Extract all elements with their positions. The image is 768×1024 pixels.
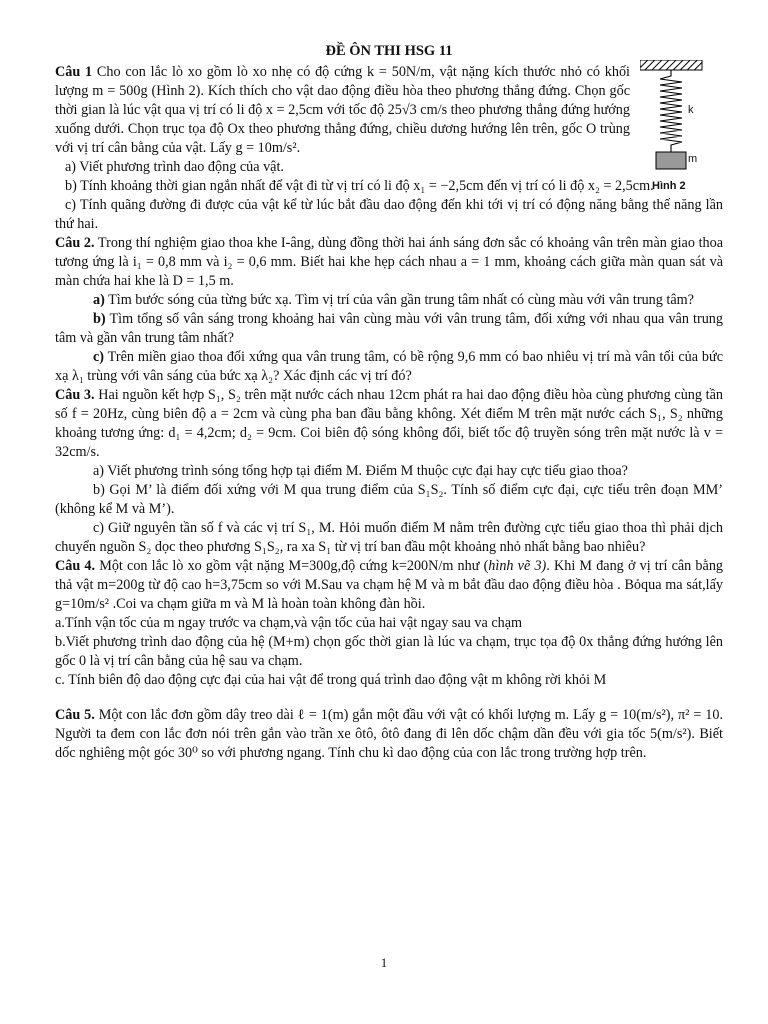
q2-intro-text: Trong thí nghiệm giao thoa khe I-âng, dùng đồng thời hai ánh sáng đơn sắc có khoảng vân trên màn giao thoa tương ứng là i₁ = 0,8 mm và i₂ = 0,6 mm. Biết hai khe hẹp cách nhau a = 1 mm, khoảng cách giữa màn quan sát và màn chứa hai khe là D = 1,5 m.: [55, 235, 723, 289]
q2-intro: [55, 234, 723, 291]
q2-part-c-label: c): [93, 349, 105, 365]
q2-label: Câu 2.: [55, 235, 95, 251]
q4-part-c: c. Tính biên độ dao động cực đại của hai vật để trong quá trình dao động vật m không rời khỏi M: [55, 672, 607, 688]
q5-body: Một con lắc đơn gồm dây treo dài ℓ = 1(m) gắn một đầu với vật có khối lượng m. Lấy g = 10(m/s²), π² = 10. Người ta đem con lắc đơn nói trên gắn vào trần xe ôtô, ôtô đang đi lên dốc chậm dần đều với gia tốc 5(m/s²). Biết dốc nghiêng một góc 30⁰ so với phương ngang. Tính chu kì dao động của con lắc trong trường hợp trên.: [55, 707, 723, 761]
spacer: [55, 690, 723, 706]
q3-intro-text: Hai nguồn kết hợp S₁, S₂ trên mặt nước cách nhau 12cm phát ra hai dao động điều hòa cùng phương cùng tần số f = 20Hz, cùng biên độ a = 2cm và cùng pha ban đầu bằng không. Xét điểm M trên mặt nước cách S₁, S₂ những khoảng tương ứng: d₁ = 4,2cm; d₂ = 9cm. Coi biên độ sóng không đổi, biết tốc độ truyền sóng trên mặt nước là v = 32cm/s.: [55, 387, 723, 460]
spring-constant-label: k: [688, 104, 694, 116]
q1-part-a: a) Viết phương trình dao động của vật.: [65, 159, 284, 175]
q2-part-b: [55, 310, 723, 348]
mass-label: m: [688, 153, 698, 165]
q2-part-b-text: Tìm tổng số vân sáng trong khoảng hai vân cùng màu với vân trung tâm, đối xứng với nhau qua vân trung tâm và gần vân trung tâm nhất?: [55, 311, 723, 346]
q2-part-a: [55, 291, 723, 310]
q4-figure-ref: hình vẽ 3): [488, 558, 547, 574]
q3-part-c: c) Giữ nguyên tần số f và các vị trí S₁, M. Hỏi muốn điểm M nằm trên đường cực tiểu giao thoa thì phải dịch chuyển nguồn S₂ dọc theo phương S₁S₂, ra xa S₁ từ vị trí ban đầu một khoảng nhỏ nhất bằng bao nhiêu?: [55, 520, 723, 555]
q2-part-a-label: a): [93, 292, 105, 308]
document-page: [55, 42, 723, 763]
q2-part-a-text: Tìm bước sóng của từng bức xạ. Tìm vị trí của vân gần trung tâm nhất có cùng màu với vân trung tâm?: [104, 292, 694, 308]
page-number: 1: [380, 955, 388, 970]
q4-label: Câu 4.: [55, 558, 96, 574]
q2-part-b-label: b): [93, 311, 106, 327]
q2-part-c-text: Trên miền giao thoa đối xứng qua vân trung tâm, có bề rộng 9,6 mm có bao nhiêu vị trí mà vân tối của bức xạ λ₁ trùng với vân sáng của bức xạ λ₂? Xác định các vị trí đó?: [55, 349, 723, 384]
q3-part-b: b) Gọi M’ là điểm đối xứng với M qua trung điểm của S₁S₂. Tính số điểm cực đại, cực tiểu trên đoạn MM’ (không kể M và M’).: [55, 482, 723, 517]
q1-intro-text: Cho con lắc lò xo gồm lò xo nhẹ có độ cứng k = 50N/m, vật nặng kích thước nhỏ có khối lượng m = 500g (Hình 2). Kích thích cho vật dao động điều hòa theo phương thẳng đứng. Chọn gốc thời gian là lúc vật qua vị trí có li độ x = 2,5cm với tốc độ 25√3 cm/s theo phương thẳng đứng hướng xuống dưới. Chọn trục tọa độ Ox theo phương thẳng đứng, chiều dương hướng lên trên, gốc O trùng với vị trí cân bằng của vật. Lấy g = 10m/s².: [55, 64, 630, 156]
q3-intro: [55, 386, 723, 462]
q5-label: Câu 5.: [55, 707, 95, 723]
q4-intro-text-1: Một con lắc lò xo gồm vật nặng M=300g,độ cứng k=200N/m như (: [95, 558, 489, 574]
q4-part-a: a.Tính vận tốc của m ngay trước va chạm,và vận tốc của hai vật ngay sau va chạm: [55, 615, 523, 631]
q4-intro-text-2: . Khi M đang ở vị trí cân bằng thả vật m=200g từ độ cao h=3,75cm so với M.Sau va chạm hệ M và m bắt đầu dao động điều hòa . Bỏqua ma sát,lấy g=10m/s² .Coi va chạm giữa m và M là hoàn toàn không đàn hồi.: [55, 558, 724, 612]
q1-intro: [55, 63, 630, 158]
q1-label: Câu 1: [55, 64, 93, 80]
document-title: ĐỀ ÔN THI HSG 11: [325, 43, 453, 59]
q1-part-c: c) Tính quãng đường đi được của vật kể từ lúc bắt đầu dao động đến khi tới vị trí có động năng bằng thế năng lần thứ hai.: [55, 197, 723, 232]
q2-part-c: [55, 348, 723, 386]
q1-part-b: b) Tính khoảng thời gian ngắn nhất để vật đi từ vị trí có li độ x₁ = −2,5cm đến vị trí có li độ x₂ = 2,5cm.: [65, 178, 654, 194]
figure-caption: Hình 2: [652, 180, 686, 192]
q5-text: [55, 706, 723, 763]
q3-label: Câu 3.: [55, 387, 95, 403]
q4-part-b: b.Viết phương trình dao động của hệ (M+m) chọn gốc thời gian là lúc va chạm, trục tọa độ 0x thẳng đứng hướng lên gốc 0 là vị trí cân bằng của hệ sau va chạm.: [55, 634, 723, 669]
q3-part-a: a) Viết phương trình sóng tổng hợp tại điểm M. Điểm M thuộc cực đại hay cực tiểu giao thoa?: [93, 463, 628, 479]
q4-intro: [55, 557, 723, 614]
